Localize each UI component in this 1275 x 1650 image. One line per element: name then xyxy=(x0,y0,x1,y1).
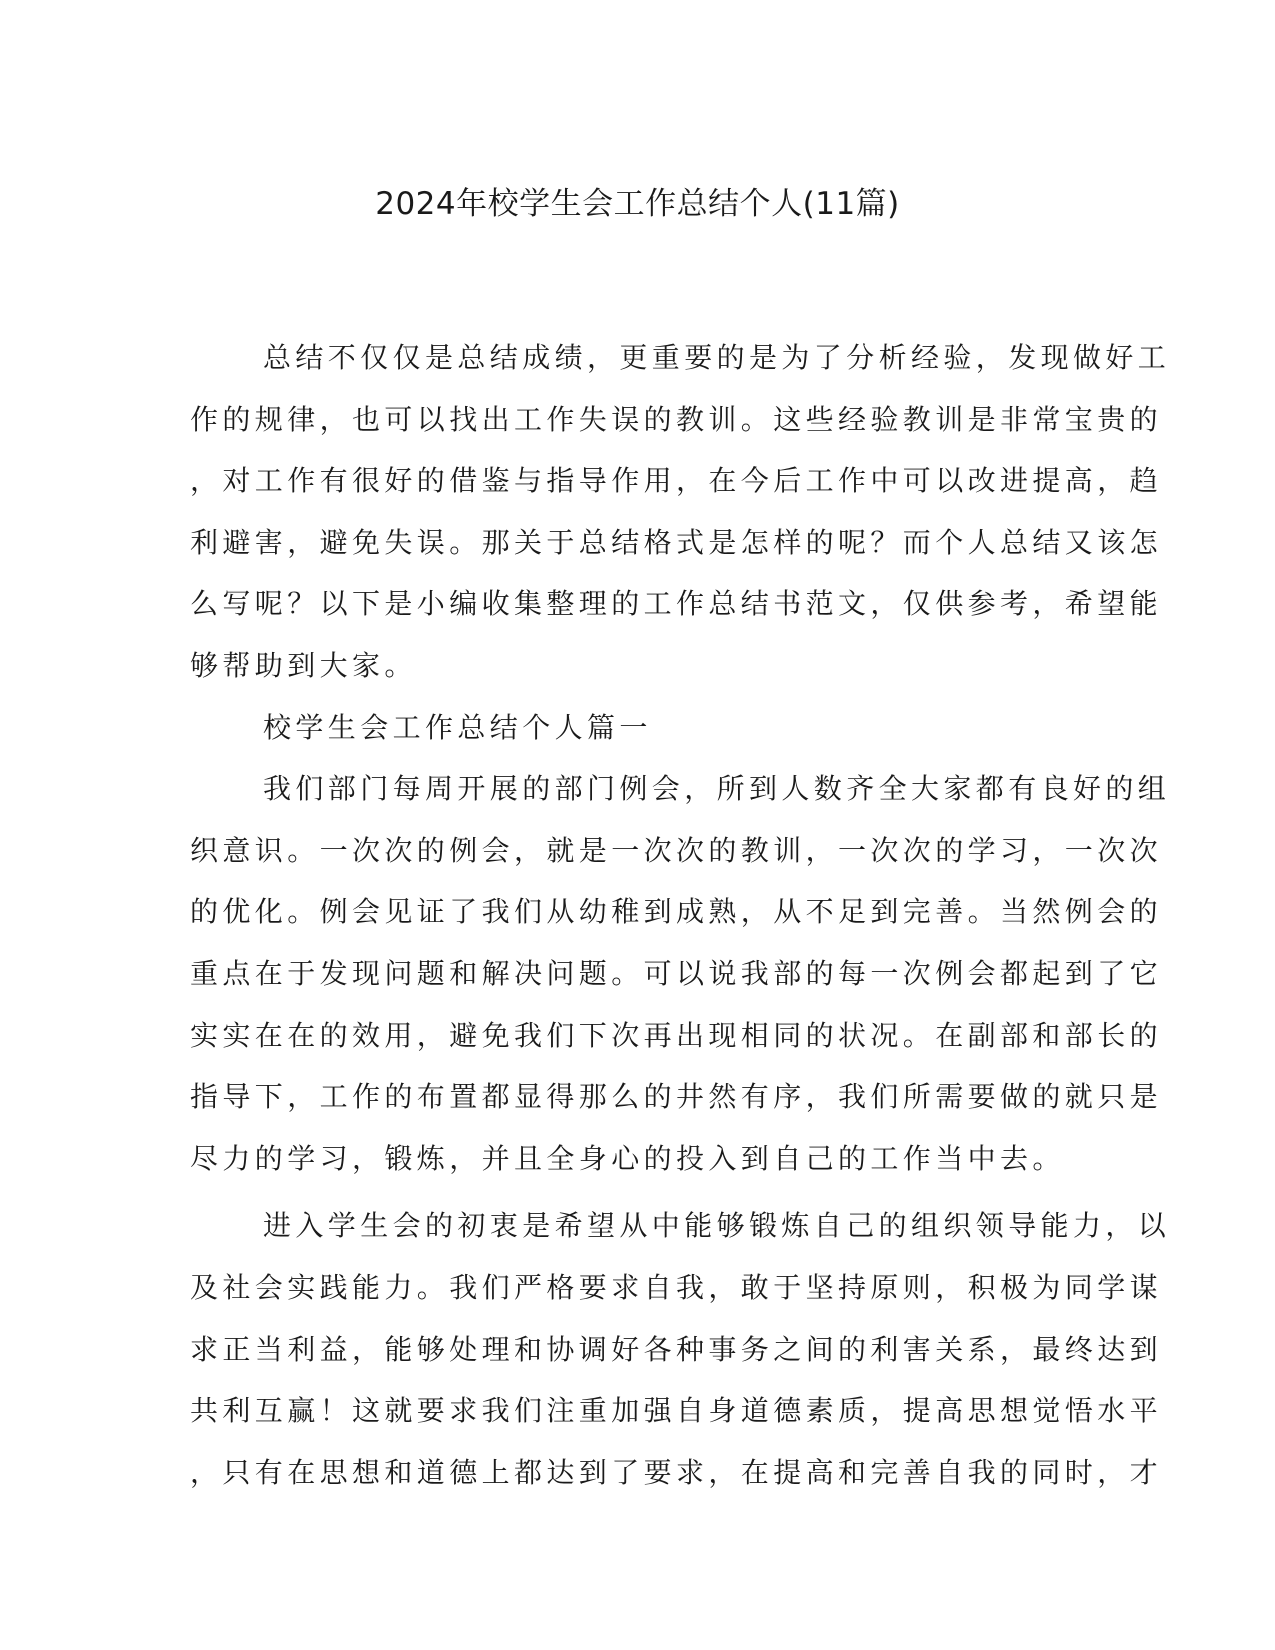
text-line: ，对工作有很好的借鉴与指导作用，在今后工作中可以改进提高，趋 xyxy=(190,464,1163,498)
paragraph-intro xyxy=(190,327,1171,697)
text-line: 利避害，避免失误。那关于总结格式是怎样的呢？而个人总结又该怎 xyxy=(190,525,1163,559)
paragraph-motivation xyxy=(190,1195,1171,1503)
paragraph-meetings xyxy=(190,758,1171,1189)
text-line: 尽力的学习，锻炼，并且全身心的投入到自己的工作当中去。 xyxy=(190,1141,1065,1175)
text-line: 总结不仅仅是总结成绩，更重要的是为了分析经验，发现做好工 xyxy=(263,341,1171,374)
text-line: 作的规律，也可以找出工作失误的教训。这些经验教训是非常宝贵的 xyxy=(190,402,1163,436)
text-line: 实实在在的效用，避免我们下次再出现相同的状况。在副部和部长的 xyxy=(190,1018,1163,1052)
text-line: 指导下，工作的布置都显得那么的井然有序，我们所需要做的就只是 xyxy=(190,1080,1163,1114)
text-line: 我们部门每周开展的部门例会，所到人数齐全大家都有良好的组 xyxy=(263,772,1171,806)
section-heading-text: 校学生会工作总结个人篇一 xyxy=(263,710,652,744)
text-line: ，只有在思想和道德上都达到了要求，在提高和完善自我的同时，才 xyxy=(190,1455,1163,1489)
text-line: 共利互赢！这就要求我们注重加强自身道德素质，提高思想觉悟水平 xyxy=(190,1394,1163,1428)
text-line: 织意识。一次次的例会，就是一次次的教训，一次次的学习，一次次 xyxy=(190,833,1163,867)
text-line: 求正当利益，能够处理和协调好各种事务之间的利害关系，最终达到 xyxy=(190,1332,1163,1366)
text-line: 进入学生会的初衷是希望从中能够锻炼自己的组织领导能力，以 xyxy=(263,1209,1171,1243)
section-heading xyxy=(190,697,1080,759)
document-title: 2024年校学生会工作总结个人(11篇) xyxy=(375,186,900,222)
document-body xyxy=(190,327,1171,1503)
text-line: 的优化。例会见证了我们从幼稚到成熟，从不足到完善。当然例会的 xyxy=(190,895,1163,929)
text-line: 够帮助到大家。 xyxy=(190,648,417,682)
text-line: 么写呢？以下是小编收集整理的工作总结书范文，仅供参考，希望能 xyxy=(190,587,1163,621)
text-line: 重点在于发现问题和解决问题。可以说我部的每一次例会都起到了它 xyxy=(190,956,1163,990)
text-line: 及社会实践能力。我们严格要求自我，敢于坚持原则，积极为同学谋 xyxy=(190,1270,1163,1304)
